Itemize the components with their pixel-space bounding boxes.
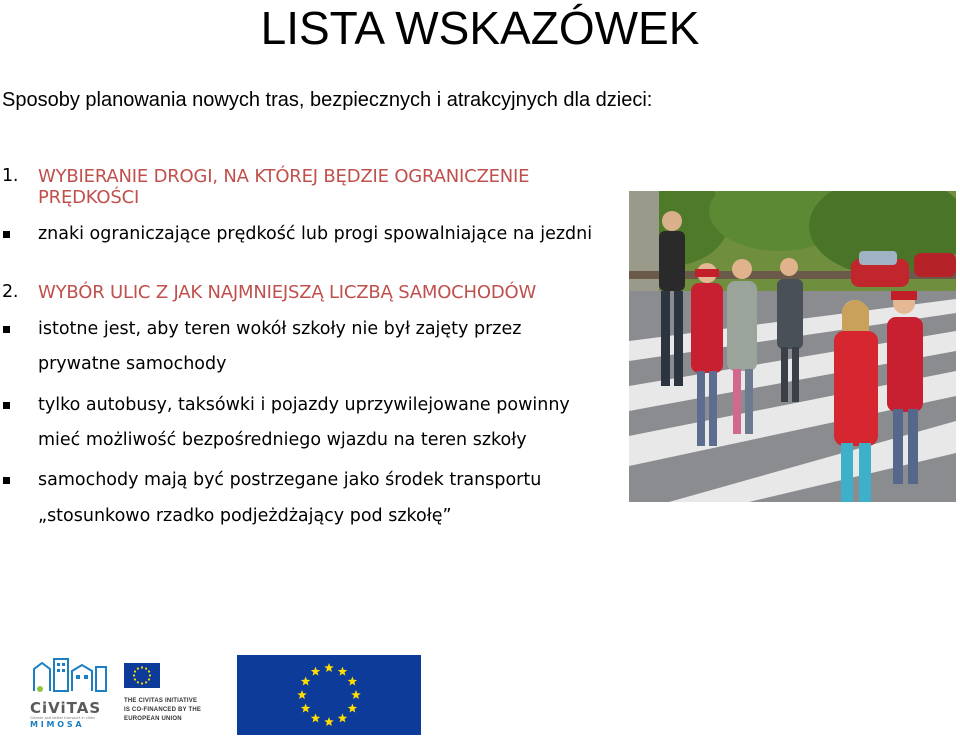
section-number: 2. — [2, 282, 19, 302]
section-heading: WYBIERANIE DROGI, NA KTÓREJ BĘDZIE OGRANICZENIE — [38, 166, 530, 187]
bullet-marker — [3, 402, 10, 409]
bullet-marker — [3, 326, 10, 333]
slide-subtitle: Sposoby planowania nowych tras, bezpiecznych i atrakcyjnych dla dzieci: — [2, 89, 653, 111]
slide-title: LISTA WSKAZÓWEK — [260, 2, 700, 54]
mimosa-wordmark: M I M O S A — [30, 720, 82, 729]
section-1 — [0, 166, 620, 256]
section-number: 1. — [2, 166, 19, 186]
bullet-text: istotne jest, aby teren wokół szkoły nie był zajęty przez — [38, 319, 522, 339]
eu-cofinance-text — [124, 697, 201, 724]
section-2 — [0, 282, 620, 532]
eu-text-line2: IS CO-FINANCED BY THE — [124, 707, 202, 713]
bullet-text: samochody mają być postrzegane jako środek transportu — [38, 470, 542, 490]
bullet-text: znaki ograniczające prędkość lub progi spowalniające na jezdni — [38, 224, 593, 244]
civitas-tagline: Cleaner and better transport in cities — [30, 716, 95, 720]
civitas-mimosa-logo — [30, 655, 110, 729]
section-heading: WYBÓR ULIC Z JAK NAJMNIEJSZĄ LICZBĄ SAMOCHODÓW — [38, 282, 537, 303]
section-heading-line2: PRĘDKOŚCI — [38, 187, 140, 208]
bullet-text-cont: mieć możliwość bezpośredniego wjazdu na teren szkoły — [38, 430, 527, 450]
bullet-text-cont: „stosunkowo rzadko podjeżdżający pod szkołę” — [38, 506, 452, 526]
eu-flag-large — [237, 655, 421, 735]
bullet-marker — [3, 477, 10, 484]
bullet-text-cont: prywatne samochody — [38, 354, 227, 374]
bullet-marker — [3, 231, 10, 238]
eu-flag-small — [124, 663, 160, 688]
eu-text-line3: EUROPEAN UNION — [124, 716, 182, 722]
bullet-text: tylko autobusy, taksówki i pojazdy uprzywilejowane powinny — [38, 395, 570, 415]
children-crossing-photo — [629, 191, 956, 502]
civitas-wordmark: CiViTAS — [30, 699, 102, 717]
eu-text-line1: THE CIVITAS INITIATIVE — [124, 698, 198, 704]
